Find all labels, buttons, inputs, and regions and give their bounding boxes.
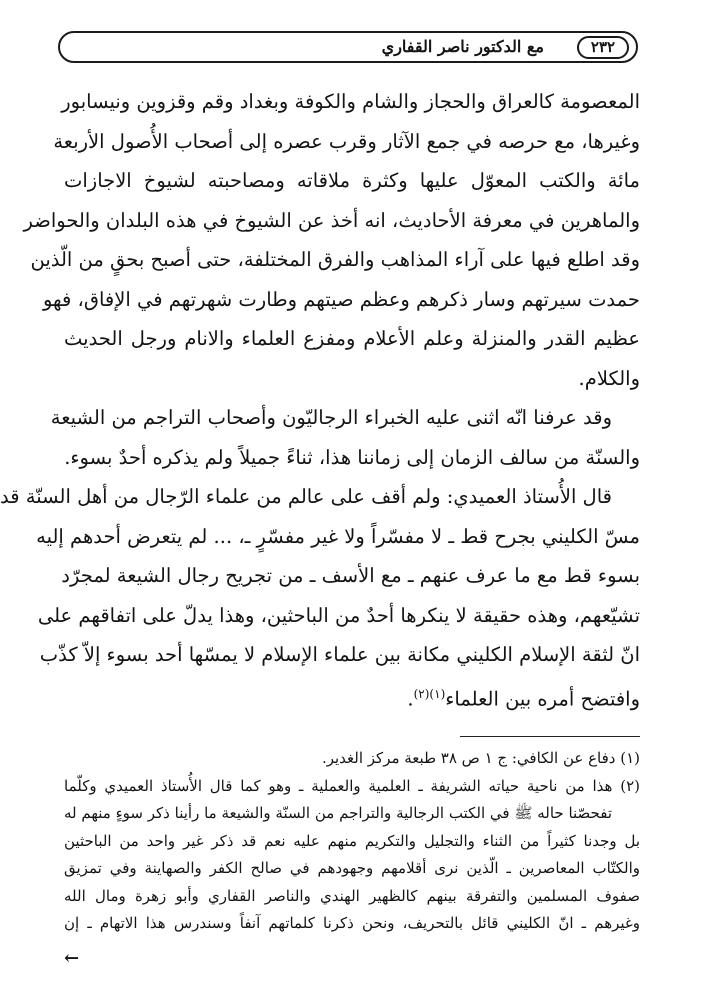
footnote-line: وغيرهم ـ انّ الكليني قائل بالتحريف، ونحن ذكرنا كلماتهم آنفاً وسندرس هذا الاتهام ـ إن (64, 914, 640, 932)
full-stop: . (407, 687, 414, 710)
last-line-text: وافتضح أمره بين العلماء (445, 687, 640, 710)
footnotes (64, 745, 640, 938)
text-line: والماهرين في معرفة الأحاديث، انه أخذ عن الشيوخ في هذه البلدان والحواضر (23, 208, 640, 232)
footnote-line: بل وجدنا كثيراً من الثناء والتجليل والتكريم منهم عليه نعم قد ذكر غير واحد من الباحثين (64, 831, 640, 850)
footnote-line: تفحصّنا حاله ﷺ في الكتب الرجالية والتراجم من السنّة والشيعة ما رأينا ذكر سوءٍ منهم له (64, 804, 612, 822)
text-line: وقد عرفنا انّه اثنى عليه الخبراء الرجاليّون وأصحاب التراجم من الشيعة (50, 406, 612, 429)
text-line: والكلام. (578, 366, 640, 390)
text-line: انّ لثقة الإسلام الكليني مكانة بين علماء الإسلام لا يمسّها أحد بسوء إلاّ كذّب (39, 643, 640, 666)
text-line: بسوء قط مع ما عرف عنهم ـ مع الأسف ـ من تجريح رجال الشيعة لمجرّد (61, 564, 640, 587)
footnote-line: والكتّاب المعاصرين ـ الّذين نرى أقلامهم وجهودهم في صالح الكفر والصهاينة وفي تمزيق (64, 859, 640, 877)
footnote-line: صفوف المسلمين والتفرقة بينهم كالظهير الهندي والناصر القفاري وأبو زهرة ومال الله (64, 886, 640, 905)
footnote-refs[interactable]: (١)(٢) (413, 686, 446, 701)
text-line-last (64, 675, 640, 715)
footnote-2: (٢) هذا من ناحية حياته الشريفة ـ العلمية والعملية ـ وهو كما قال الأُستاذ العميدي وكلّما (64, 776, 640, 795)
page-number: ٢٣٢ (577, 36, 629, 59)
text-line: مسّ الكليني بجرح قط ـ لا مفسّراً ولا غير مفسّرٍ ـ، ... لم يتعرض أحدهم إليه (36, 524, 640, 548)
text-line: والسنّة من سالف الزمان إلى زماننا هذا، ثناءً جميلاً ولم يذكره أحدٌ بسوء. (64, 445, 640, 469)
text-line: وغيرها، مع حرصه في جمع الآثار وقرب عصره إلى أصحاب الأُصول الأربعة (53, 129, 640, 153)
main-text (0, 82, 640, 714)
text-line: عظيم القدر والمنزلة وعلم الأعلام ومفزع العلماء والانام ورجل الحديث (64, 327, 640, 350)
footnote-divider (460, 736, 640, 737)
text-line: وقد اطلع فيها على آراء المذاهب والفرق المختلفة، حتى أصبح بحقٍ من الّذين (30, 248, 640, 271)
text-line: المعصومة كالعراق والحجاز والشام والكوفة وبغداد وقم وقزوين ونيسابور (61, 90, 640, 113)
continuation-arrow-icon: ← (64, 948, 80, 969)
header-title: مع الدكتور ناصر القفاري (381, 37, 544, 56)
text-line: حمدت سيرتهم وسار ذكرهم وعظم صيتهم وطارت شهرتهم في الإفاق، فهو (42, 287, 640, 311)
text-line: قال الأُستاذ العميدي: ولم أقف على عالم من علماء الرّجال من أهل السنّة قد (0, 485, 612, 508)
text-line: مائة والكتب المعوّل عليها وكثرة ملاقاته ومصاحبته لشيوخ الاجازات (64, 169, 640, 192)
running-header (58, 31, 638, 63)
footnote-1: (١) دفاع عن الكافي: ج ١ ص ٣٨ طبعة مركز الغدير. (321, 749, 640, 767)
text-line: تشيّعهم، وهذه حقيقة لا ينكرها أحدٌ من الباحثين، وهذا يدلّ على اتفاقهم على (37, 603, 640, 627)
